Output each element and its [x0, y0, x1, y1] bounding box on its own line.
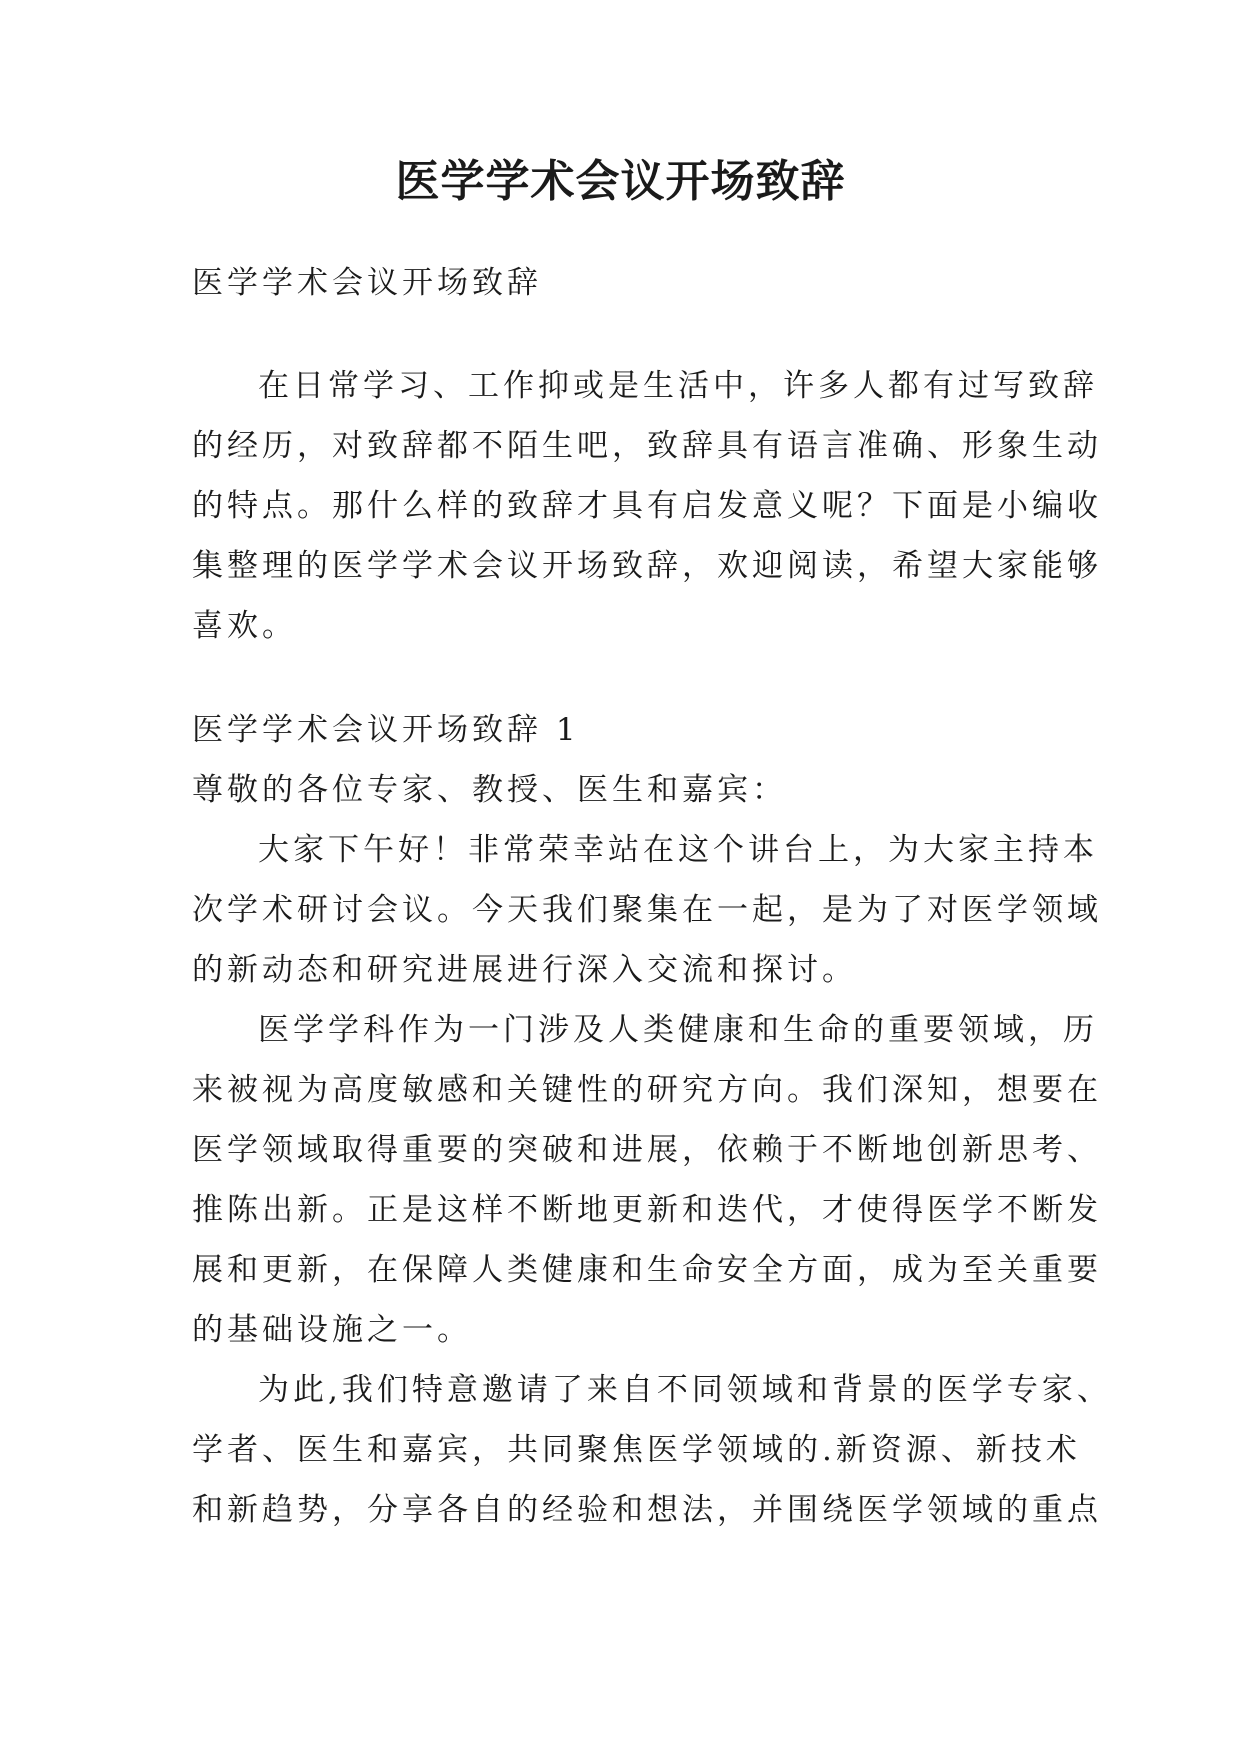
paragraph2-line-6: 的基础设施之一。 — [192, 1312, 472, 1348]
paragraph2-line-4: 推陈出新。正是这样不断地更新和迭代，才使得医学不断发 — [192, 1192, 1102, 1228]
paragraph3-line-3: 和新趋势，分享各自的经验和想法，并围绕医学领域的重点 — [192, 1492, 1102, 1528]
paragraph2-line-5: 展和更新，在保障人类健康和生命安全方面，成为至关重要 — [192, 1252, 1102, 1288]
document-subtitle — [192, 253, 1060, 313]
paragraph2-line-2: 来被视为高度敏感和关键性的研究方向。我们深知，想要在 — [192, 1072, 1102, 1108]
paragraph1-line-1: 大家下午好！非常荣幸站在这个讲台上，为大家主持本 — [258, 832, 1098, 868]
intro-paragraph — [192, 356, 1102, 656]
section-block — [192, 700, 1112, 1540]
paragraph2-line-1: 医学学科作为一门涉及人类健康和生命的重要领域，历 — [258, 1012, 1098, 1048]
intro-line-1: 在日常学习、工作抑或是生活中，许多人都有过写致辞 — [258, 368, 1098, 404]
intro-line-4: 集整理的医学学术会议开场致辞，欢迎阅读，希望大家能够 — [192, 548, 1102, 584]
section-heading: 医学学术会议开场致辞 1 — [192, 712, 580, 748]
intro-line-5: 喜欢。 — [192, 608, 297, 644]
salutation: 尊敬的各位专家、教授、医生和嘉宾： — [192, 772, 787, 808]
paragraph2-line-3: 医学领域取得重要的突破和进展，依赖于不断地创新思考、 — [192, 1132, 1102, 1168]
intro-line-3: 的特点。那什么样的致辞才具有启发意义呢？下面是小编收 — [192, 488, 1102, 524]
paragraph1-line-2: 次学术研讨会议。今天我们聚集在一起，是为了对医学领域 — [192, 892, 1102, 928]
document-title: 医学学术会议开场致辞 — [395, 156, 846, 207]
subtitle-line: 医学学术会议开场致辞 — [192, 265, 542, 301]
paragraph1-line-3: 的新动态和研究进展进行深入交流和探讨。 — [192, 952, 857, 988]
paragraph3-line-2: 学者、医生和嘉宾，共同聚焦医学领域的.新资源、新技术 — [192, 1432, 1081, 1468]
intro-line-2: 的经历，对致辞都不陌生吧，致辞具有语言准确、形象生动 — [192, 428, 1102, 464]
paragraph3-line-1: 为此,我们特意邀请了来自不同领域和背景的医学专家、 — [258, 1372, 1112, 1408]
